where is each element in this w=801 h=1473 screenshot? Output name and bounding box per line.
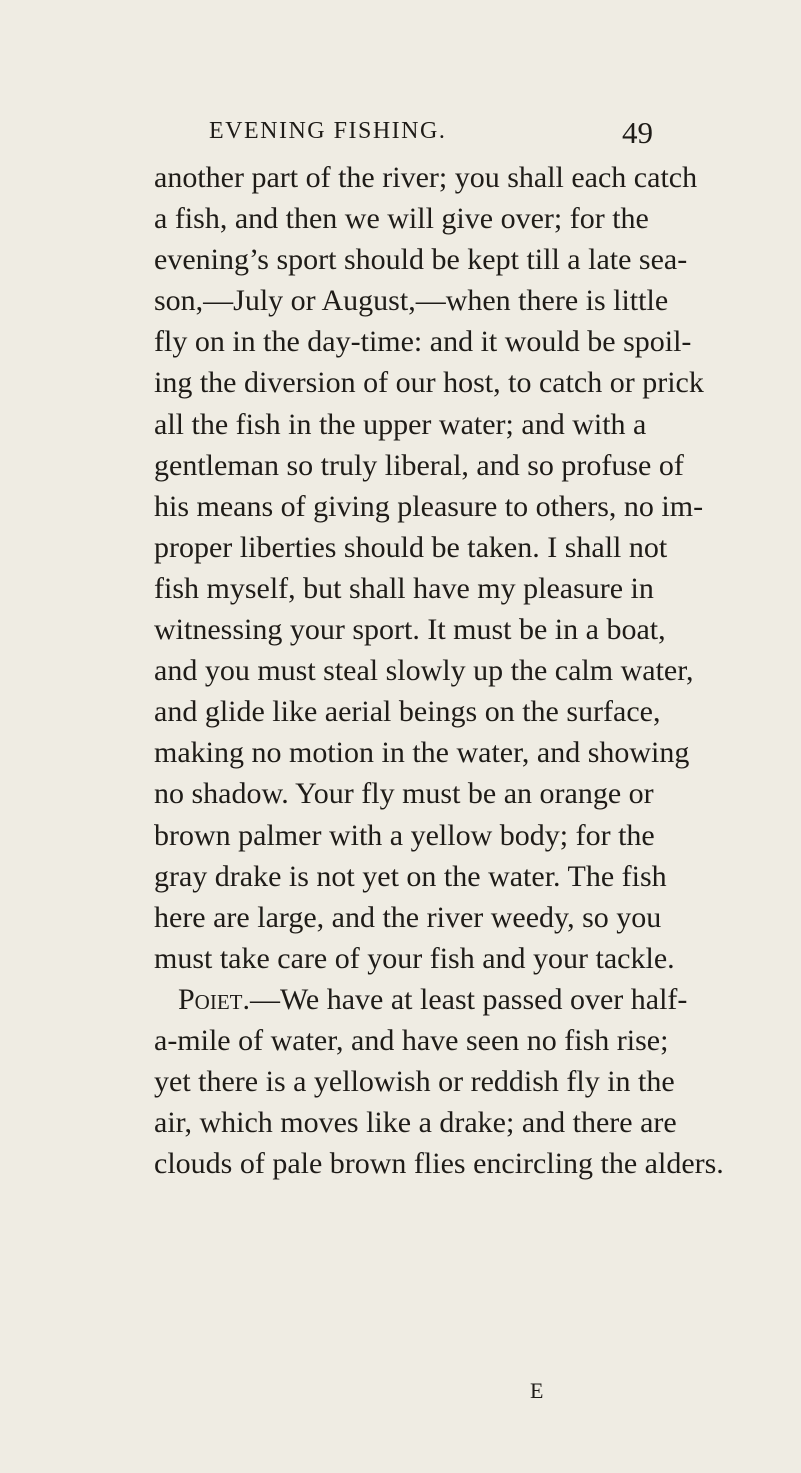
text-line: a fish, and then we will give over; for the [154, 202, 649, 236]
text-line: gentleman so truly liberal, and so profuse of [154, 448, 684, 482]
speaker-line [154, 979, 688, 1020]
text-line: witnessing your sport. It must be in a boat, [154, 613, 666, 647]
text-line: all the fish in the upper water; and with a [154, 407, 647, 441]
text-line: fish myself, but shall have my pleasure in [154, 571, 654, 605]
text-line: here are large, and the river weedy, so you [154, 900, 662, 934]
text-line: clouds of pale brown flies encircling the alders. [154, 1147, 724, 1181]
text-line: evening’s sport should be kept till a late sea- [154, 243, 688, 277]
text-line: air, which moves like a drake; and there are [154, 1106, 677, 1140]
text-line: another part of the river; you shall each catch [154, 161, 698, 194]
text-line: gray drake is not yet on the water. The fish [154, 859, 667, 893]
text-line: no shadow. Your fly must be an orange or [154, 777, 654, 811]
text-line: yet there is a yellowish or reddish fly in the [154, 1065, 675, 1099]
text-line: must take care of your fish and your tackle. [154, 941, 675, 975]
running-title: EVENING FISHING. [209, 118, 447, 144]
text-line: and glide like aerial beings on the surface, [154, 695, 661, 729]
running-head [0, 115, 801, 158]
text-line: and you must steal slowly up the calm water, [154, 654, 694, 688]
text-line: ing the diversion of our host, to catch or prick [154, 366, 704, 400]
signature-mark: E [530, 1378, 545, 1403]
body-text [154, 157, 724, 1184]
text-line: brown palmer with a yellow body; for the [154, 818, 655, 852]
text-line: making no motion in the water, and showing [154, 736, 690, 770]
text-line: a-mile of water, and have seen no fish rise; [154, 1023, 669, 1057]
text-line: his means of giving pleasure to others, no im- [154, 489, 704, 523]
speaker-line-text: —We have at least passed over half- [250, 982, 688, 1016]
text-line: fly on in the day-time: and it would be spoil- [154, 325, 692, 359]
text-line: son,—July or August,—when there is little [154, 284, 669, 318]
text-line: proper liberties should be taken. I shall not [154, 530, 668, 564]
page-number: 49 [622, 115, 653, 150]
speaker-name: Poiet. [178, 982, 250, 1016]
